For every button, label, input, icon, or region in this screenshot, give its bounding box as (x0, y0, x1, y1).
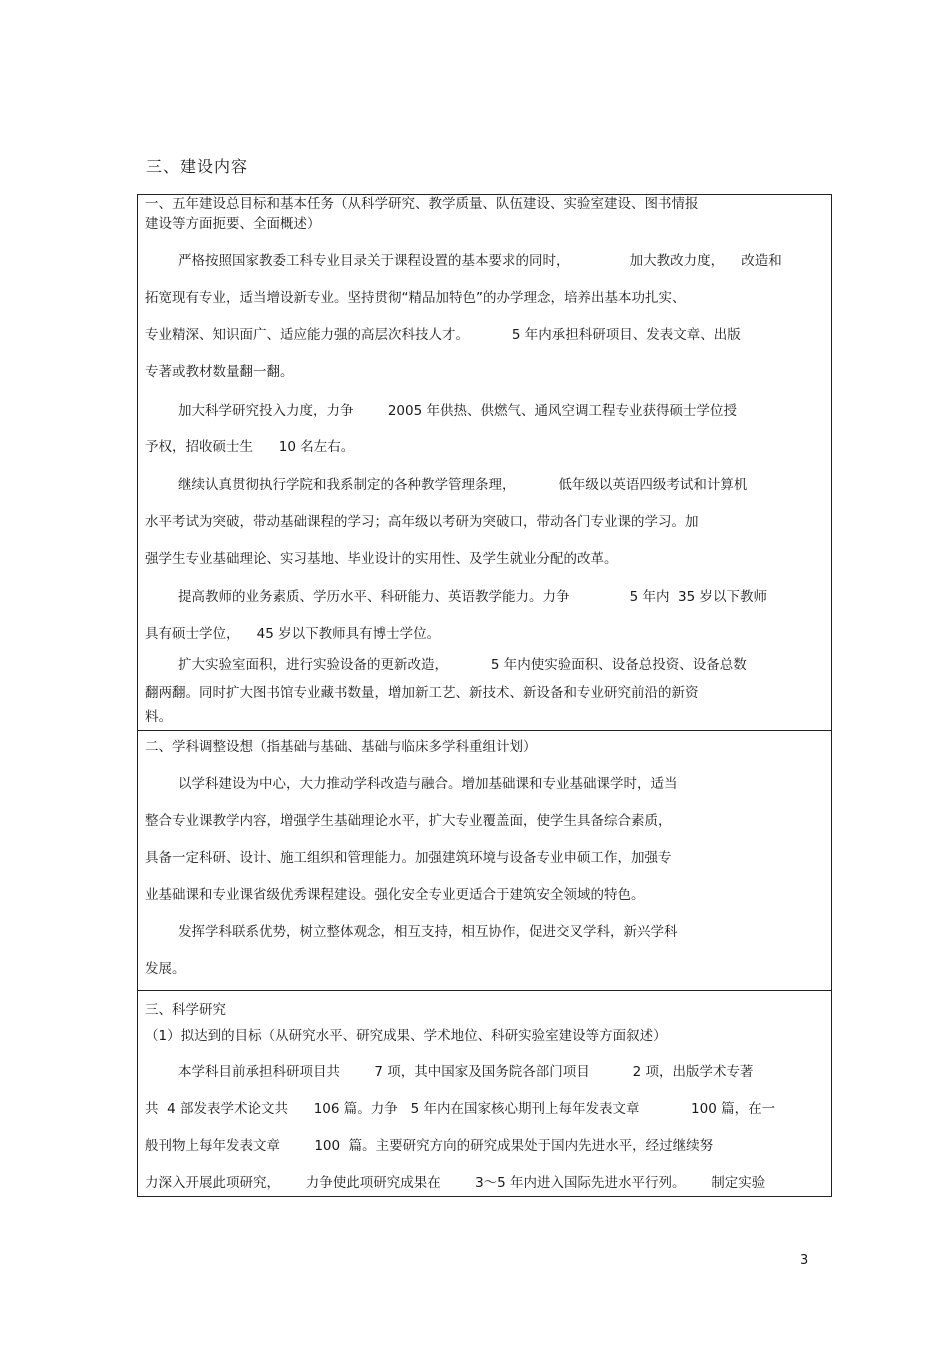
text-line: 发挥学科联系优势，树立整体观念，相互支持，相互协作，促进交叉学科，新兴学科 (178, 924, 678, 940)
text-line: 具有硕士学位， 45 岁以下教师具有博士学位。 (145, 626, 441, 642)
text-line: 水平考试为突破，带动基础课程的学习；高年级以考研为突破口，带动各门专业课的学习。加 (145, 514, 699, 530)
text-line: 本学科目前承担科研项目共 7 项，其中国家及国务院各部门项目 2 项，出版学术专著 (178, 1064, 754, 1080)
content-table (137, 194, 832, 1197)
text-line: 专业精深、知识面广、适应能力强的高层次科技人才。 5 年内承担科研项目、发表文章、出版 (145, 327, 741, 343)
text-line: （1）拟达到的目标（从研究水平、研究成果、学术地位、科研实验室建设等方面叙述） (145, 1028, 667, 1044)
text-line: 力深入开展此项研究， 力争使此项研究成果在 3～5 年内进入国际先进水平行列。 制定实验 (145, 1175, 766, 1191)
text-line: 提高教师的业务素质、学历水平、科研能力、英语教学能力。力争 5 年内 35 岁以下教师 (178, 589, 768, 605)
text-line: 予权，招收硕士生 10 名左右。 (145, 439, 355, 455)
text-line: 发展。 (145, 961, 186, 977)
text-line: 翻两翻。同时扩大图书馆专业藏书数量，增加新工艺、新技术、新设备和专业研究前沿的新资 (145, 685, 699, 701)
text-line: 业基础课和专业课省级优秀课程建设。强化安全专业更适合于建筑安全领域的特色。 (145, 887, 645, 903)
text-line: 具备一定科研、设计、施工组织和管理能力。加强建筑环境与设备专业申硕工作，加强专 (145, 850, 672, 866)
text-line: 加大科学研究投入力度，力争 2005 年供热、供燃气、通风空调工程专业获得硕士学位授 (178, 403, 737, 419)
text-line: 般刊物上每年发表文章 100 篇。主要研究方向的研究成果处于国内先进水平，经过继续努 (145, 1138, 714, 1154)
text-line: 一、五年建设总目标和基本任务（从科学研究、教学质量、队伍建设、实验室建设、图书情报 (145, 196, 699, 212)
page-number: 3 (800, 1253, 809, 1268)
text-line: 料。 (145, 709, 172, 725)
text-line: 三、科学研究 (145, 1002, 226, 1018)
text-line: 建设等方面扼要、全面概述） (145, 216, 321, 232)
text-line: 二、学科调整设想（指基础与基础、基础与临床多学科重组计划） (145, 739, 537, 755)
text-line: 严格按照国家教委工科专业目录关于课程设置的基本要求的同时， 加大教改力度， 改造和 (178, 253, 782, 269)
text-line: 继续认真贯彻执行学院和我系制定的各种教学管理条理， 低年级以英语四级考试和计算机 (178, 477, 748, 493)
table-section-goals (138, 195, 831, 730)
text-line: 以学科建设为中心，大力推动学科改造与融合。增加基础课和专业基础课学时，适当 (178, 776, 678, 792)
table-section-discipline (138, 730, 831, 990)
text-line: 共 4 部发表学术论文共 106 篇。力争 5 年内在国家核心期刊上每年发表文章 100 篇，在一 (145, 1101, 776, 1117)
table-section-research (138, 990, 831, 1196)
text-line: 专著或教材数量翻一翻。 (145, 364, 294, 380)
section-heading: 三、建设内容 (146, 157, 249, 176)
text-line: 整合专业课教学内容，增强学生基础理论水平，扩大专业覆盖面，使学生具备综合素质， (145, 813, 672, 829)
text-line: 强学生专业基础理论、实习基地、毕业设计的实用性、及学生就业分配的改革。 (145, 551, 618, 567)
text-line: 拓宽现有专业，适当增设新专业。坚持贯彻“精品加特色”的办学理念，培养出基本功扎实、 (145, 290, 686, 306)
text-line: 扩大实验室面积，进行实验设备的更新改造， 5 年内使实验面积、设备总投资、设备总数 (178, 657, 747, 673)
